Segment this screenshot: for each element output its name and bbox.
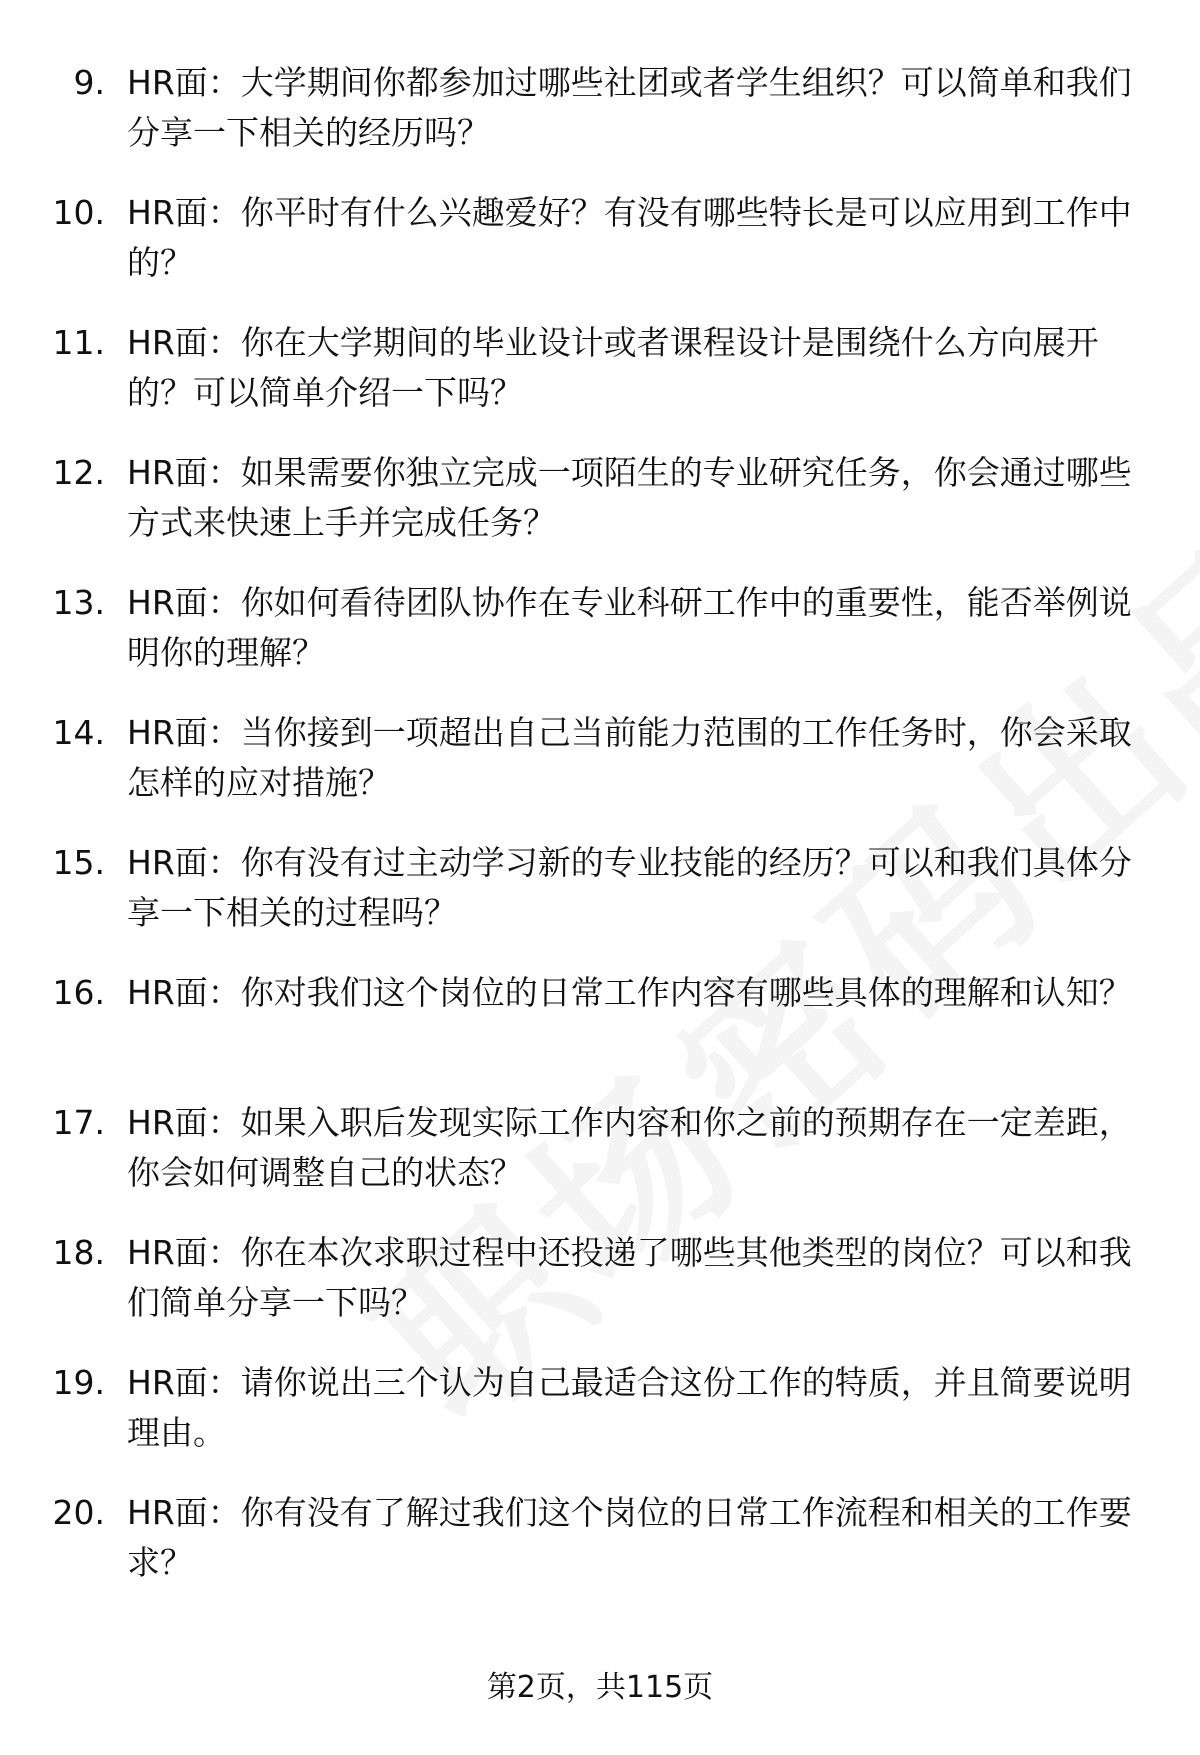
page-number-footer: 第2页，共115页 bbox=[486, 1670, 714, 1705]
question-number: 9. bbox=[73, 63, 105, 102]
question-number: 19. bbox=[52, 1363, 105, 1402]
question-number: 14. bbox=[52, 713, 105, 752]
question-text: HR面：你有没有过主动学习新的专业技能的经历？可以和我们具体分享一下相关的过程吗？ bbox=[127, 843, 1132, 932]
question-number: 15. bbox=[52, 843, 105, 882]
question-item-9 bbox=[0, 58, 1200, 188]
question-item-12 bbox=[0, 448, 1200, 578]
question-number: 12. bbox=[52, 453, 105, 492]
question-text: HR面：当你接到一项超出自己当前能力范围的工作任务时，你会采取怎样的应对措施？ bbox=[127, 713, 1132, 802]
question-number: 16. bbox=[52, 973, 105, 1012]
question-item-16 bbox=[0, 968, 1200, 1098]
question-item-17 bbox=[0, 1098, 1200, 1228]
question-number: 11. bbox=[52, 323, 105, 362]
question-item-18 bbox=[0, 1228, 1200, 1358]
question-item-11 bbox=[0, 318, 1200, 448]
question-text: HR面：你在本次求职过程中还投递了哪些其他类型的岗位？可以和我们简单分享一下吗？ bbox=[127, 1233, 1132, 1322]
question-item-19 bbox=[0, 1358, 1200, 1488]
question-text: HR面：你有没有了解过我们这个岗位的日常工作流程和相关的工作要求？ bbox=[127, 1493, 1132, 1582]
question-text: HR面：你对我们这个岗位的日常工作内容有哪些具体的理解和认知？ bbox=[127, 973, 1132, 1012]
question-item-14 bbox=[0, 708, 1200, 838]
question-text: HR面：大学期间你都参加过哪些社团或者学生组织？可以简单和我们分享一下相关的经历吗？ bbox=[127, 63, 1132, 152]
question-number: 18. bbox=[52, 1233, 105, 1272]
question-text: HR面：你平时有什么兴趣爱好？有没有哪些特长是可以应用到工作中的？ bbox=[127, 193, 1132, 282]
question-item-20 bbox=[0, 1488, 1200, 1618]
question-item-10 bbox=[0, 188, 1200, 318]
question-number: 20. bbox=[52, 1493, 105, 1532]
question-list bbox=[0, 58, 1200, 1618]
question-number: 17. bbox=[52, 1103, 105, 1142]
question-number: 10. bbox=[52, 193, 105, 232]
question-text: HR面：你如何看待团队协作在专业科研工作中的重要性，能否举例说明你的理解？ bbox=[127, 583, 1132, 672]
question-text: HR面：如果入职后发现实际工作内容和你之前的预期存在一定差距，你会如何调整自己的状态？ bbox=[127, 1103, 1132, 1192]
question-text: HR面：请你说出三个认为自己最适合这份工作的特质，并且简要说明理由。 bbox=[127, 1363, 1132, 1452]
question-item-15 bbox=[0, 838, 1200, 968]
question-item-13 bbox=[0, 578, 1200, 708]
question-text: HR面：如果需要你独立完成一项陌生的专业研究任务，你会通过哪些方式来快速上手并完成任务？ bbox=[127, 453, 1132, 542]
question-number: 13. bbox=[52, 583, 105, 622]
question-text: HR面：你在大学期间的毕业设计或者课程设计是围绕什么方向展开的？可以简单介绍一下吗？ bbox=[127, 323, 1099, 412]
